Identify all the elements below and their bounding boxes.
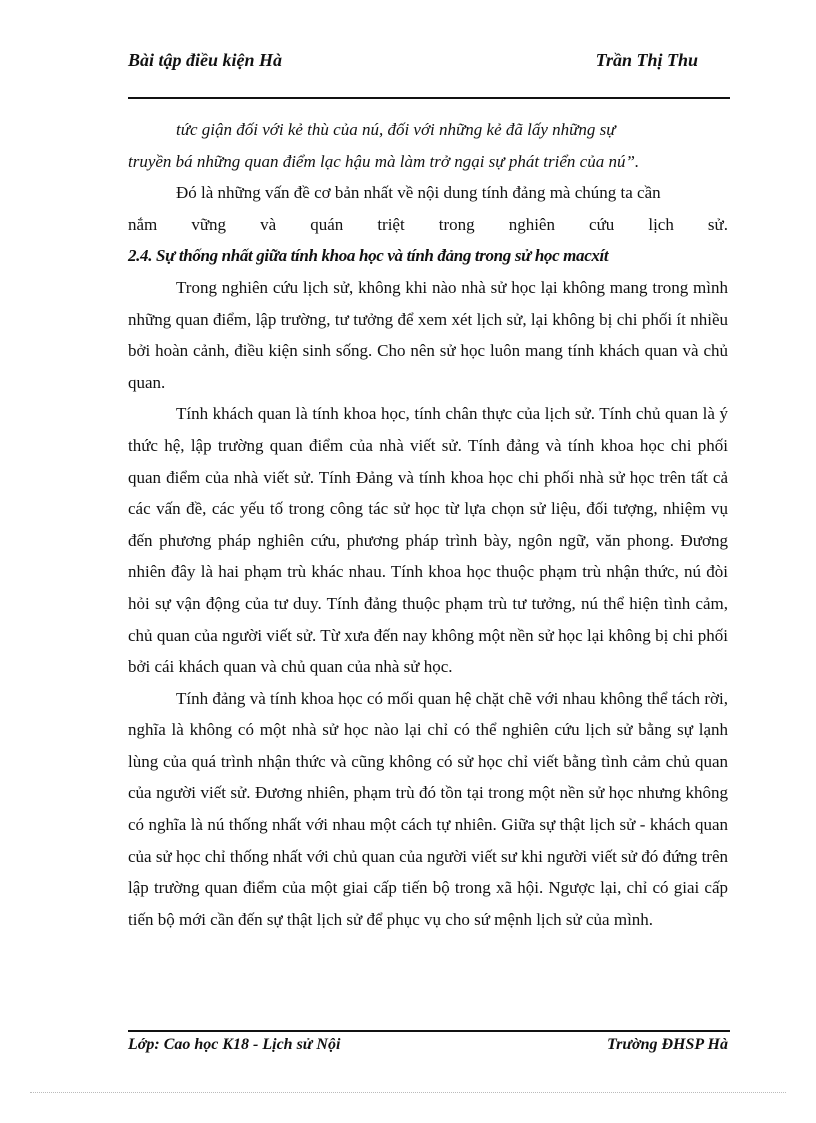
- quote-line-2: truyền bá những quan điểm lạc hậu mà làm trở ngại sự phát triển của nú”.: [128, 151, 640, 171]
- paragraph-1-line-1: Đó là những vấn đề cơ bản nhất về nội dung tính đảng mà chúng ta cần: [176, 183, 661, 203]
- quote-line-1: tức giận đối với kẻ thù của nú, đối với những kẻ đã lấy những sự: [176, 120, 616, 139]
- footer-left-text: Lớp: Cao học K18 - Lịch sử Nội: [128, 1036, 341, 1053]
- footer-right-text: Trường ĐHSP Hà: [607, 1036, 728, 1053]
- paragraph-1-line-2: nắm vững và quán triệt trong nghiên cứu lịch sử.: [128, 214, 728, 234]
- section-heading: 2.4. Sự thống nhất giữa tính khoa học và tính đảng trong sử học macxít: [128, 246, 609, 266]
- paragraph-4: Tính đảng và tính khoa học có mối quan hệ chặt chẽ với nhau không thể tách rời, nghĩa là không có một nhà sử học nào lại chỉ có thể nghiên cứu lịch sử bằng sự lạnh lùng của quá trình nhận thức và cũng không có sử học chỉ viết bằng tình cảm chủ quan của người viết sử. Đương nhiên, phạm trù đó tồn tại trong một nền sử học nhưng không có nghĩa là nú thống nhất với nhau một cách tự nhiên. Giữa sự thật lịch sử - khách quan của sử học chỉ thống nhất với chủ quan của người viết sư khi người viết sử đó đứng trên lập trường quan điểm của một giai cấp tiến bộ trong xã hội. Ngược lại, chỉ có giai cấp tiến bộ mới cần đến sự thật lịch sử để phục vụ cho sứ mệnh lịch sử của mình.: [128, 688, 728, 929]
- page-footer: [128, 1035, 728, 1079]
- page-header: [128, 50, 728, 96]
- header-right-text: Trần Thị Thu: [595, 50, 698, 70]
- document-body: [128, 114, 728, 935]
- header-left-text: Bài tập điều kiện Hà: [128, 50, 283, 70]
- paragraph-3: Tính khách quan là tính khoa học, tính chân thực của lịch sử. Tính chủ quan là ý thức hệ, lập trường quan điểm của nhà viết sử. Tính đảng và tính khoa học chi phối quan điểm của nhà viết sử. Tính Đảng và tính khoa học chi phối nhà sử học trên tất cả các vấn đề, các yếu tố trong công tác sử học từ lựa chọn sử liệu, đối tượng, nhiệm vụ đến phương pháp nghiên cứu, phương pháp trình bày, ngôn ngữ, văn phong. Đương nhiên đây là hai phạm trù khác nhau. Tính khoa học thuộc phạm trù nhận thức, nú đòi hỏi sự vận động của tư duy. Tính đảng thuộc phạm trù tư tưởng, nú thể hiện tình cảm, chủ quan của người viết sử. Từ xưa đến nay không một nền sử học lại không bị chi phối bởi cái khách quan và chủ quan của nhà sử học.: [128, 404, 728, 677]
- footer-rule: [128, 1030, 730, 1032]
- page-break-divider: [30, 1092, 786, 1093]
- paragraph-2: Trong nghiên cứu lịch sử, không khi nào nhà sử học lại không mang trong mình những quan điểm, lập trường, tư tưởng để xem xét lịch sử, lại không bị chi phối ít nhiều bởi hoàn cảnh, điều kiện sinh sống. Cho nên sử học luôn mang tính khách quan và chủ quan.: [128, 277, 728, 392]
- header-rule: [128, 97, 730, 99]
